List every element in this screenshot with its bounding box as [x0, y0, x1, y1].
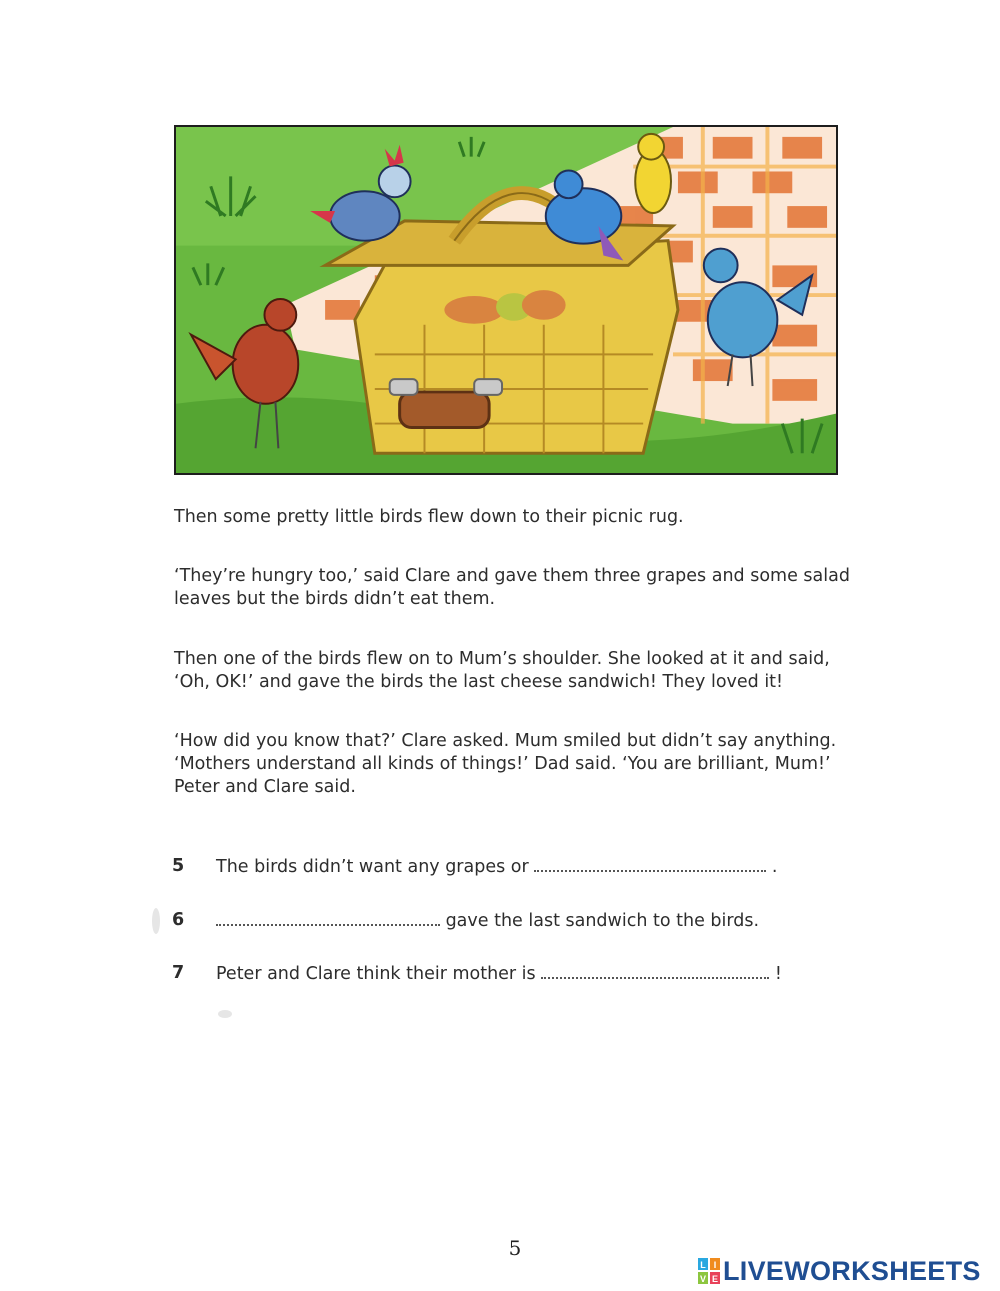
question-suffix: .	[766, 857, 778, 877]
story-line: ‘They’re hungry too,’ said Clare and gave them three grapes and some salad	[174, 566, 850, 586]
page-number: 5	[508, 1236, 522, 1260]
question-5	[172, 856, 812, 882]
answer-blank-7[interactable]	[541, 963, 769, 979]
liveworksheets-brand[interactable]	[698, 1256, 981, 1286]
svg-text:I: I	[713, 1260, 717, 1270]
story-line: Then one of the birds flew on to Mum’s shoulder. She looked at it and said,	[174, 649, 830, 669]
picnic-scene	[176, 127, 836, 473]
question-suffix: gave the last sandwich to the birds.	[440, 911, 760, 931]
story-line: ‘How did you know that?’ Clare asked. Mum smiled but didn’t say anything.	[174, 731, 837, 751]
question-prefix: Peter and Clare think their mother is	[216, 964, 536, 984]
question-text	[216, 963, 782, 984]
question-7	[172, 963, 812, 989]
question-number: 5	[172, 856, 185, 876]
picnic-illustration	[174, 125, 838, 475]
story-line: leaves but the birds didn’t eat them.	[174, 589, 496, 609]
svg-text:V: V	[699, 1274, 707, 1284]
answer-blank-5[interactable]	[534, 856, 766, 872]
question-number: 7	[172, 963, 185, 983]
story-paragraph-3	[174, 648, 874, 694]
brand-name: LIVEWORKSHEETS	[723, 1255, 981, 1286]
question-suffix: !	[769, 964, 782, 984]
svg-text:L: L	[700, 1260, 706, 1270]
story-paragraph-4	[174, 730, 874, 799]
question-text	[216, 856, 777, 877]
story-line: ‘Oh, OK!’ and gave the birds the last cheese sandwich! They loved it!	[174, 672, 784, 692]
story-line: ‘Mothers understand all kinds of things!’ Dad said. ‘You are brilliant, Mum!’	[174, 754, 831, 774]
question-number: 6	[172, 910, 185, 930]
scan-smudge	[152, 908, 160, 934]
story-paragraph-2	[174, 565, 874, 611]
question-text	[216, 910, 759, 931]
question-prefix: The birds didn’t want any grapes or	[216, 857, 529, 877]
scan-smudge	[218, 1010, 232, 1018]
question-6	[172, 910, 812, 936]
answer-blank-6[interactable]	[216, 910, 440, 926]
svg-text:E: E	[711, 1274, 719, 1284]
story-line: Then some pretty little birds flew down to their picnic rug.	[174, 507, 684, 527]
story-line: Peter and Clare said.	[174, 777, 356, 797]
liveworksheets-logo-icon	[698, 1258, 720, 1284]
story-paragraph-1	[174, 506, 874, 529]
